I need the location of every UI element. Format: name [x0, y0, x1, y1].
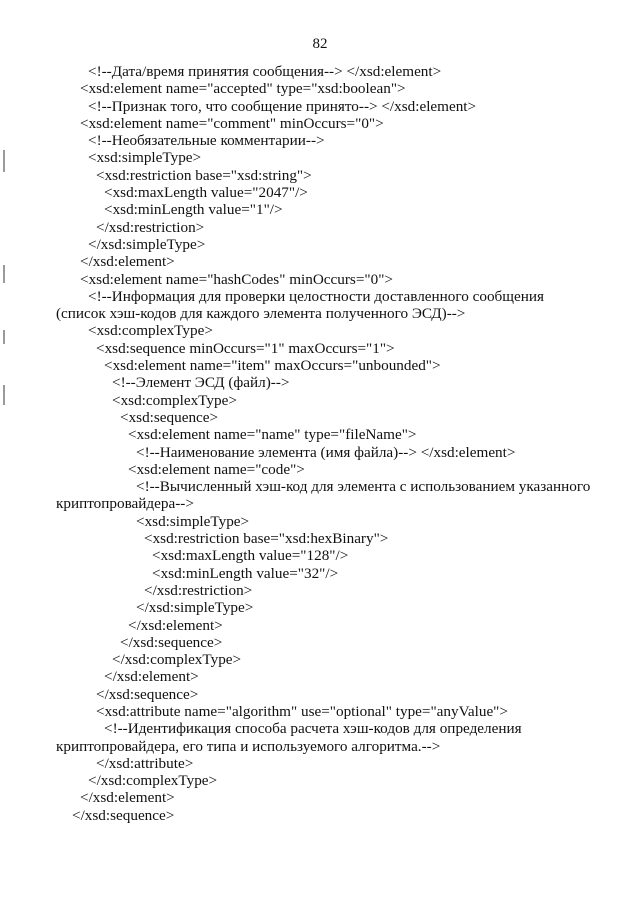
code-line: <xsd:restriction base="xsd:hexBinary"> [144, 530, 389, 548]
code-line: </xsd:element> [104, 668, 199, 686]
code-line: <!--Наименование элемента (имя файла)--> </xsd:element> [136, 443, 516, 461]
code-line: </xsd:restriction> [96, 218, 205, 236]
code-line: <xsd:sequence minOccurs="1" maxOccurs="1"> [96, 339, 395, 357]
code-line: <xsd:restriction base="xsd:string"> [96, 166, 312, 184]
code-line: <xsd:simpleType> [88, 149, 202, 167]
xsd-code-listing [0, 63, 640, 824]
code-line: <!--Дата/время принятия сообщения--> </xsd:element> [88, 63, 442, 80]
code-line: </xsd:restriction> [144, 581, 253, 599]
code-line: </xsd:simpleType> [136, 599, 254, 617]
code-line: <!--Вычисленный хэш-код для элемента с использованием указанного [136, 478, 591, 496]
code-line: </xsd:sequence> [120, 633, 223, 651]
code-line: <xsd:maxLength value="2047"/> [104, 184, 308, 202]
code-line: (список хэш-кодов для каждого элемента полученного ЭСД)--> [56, 305, 466, 323]
code-line: <xsd:simpleType> [136, 512, 250, 530]
scan-edge-mark [3, 385, 5, 405]
code-line: </xsd:sequence> [96, 685, 199, 703]
code-line: </xsd:sequence> [72, 806, 175, 824]
code-line: <xsd:minLength value="1"/> [104, 201, 283, 219]
code-line: </xsd:element> [128, 616, 223, 634]
code-line: <!--Идентификация способа расчета хэш-кодов для определения [104, 720, 522, 738]
code-line: </xsd:element> [80, 789, 175, 807]
scan-edge-mark [3, 330, 5, 344]
code-line: </xsd:attribute> [96, 754, 194, 772]
scan-edge-mark [3, 265, 5, 283]
code-line: <xsd:element name="comment" minOccurs="0"> [80, 114, 384, 132]
code-line: </xsd:complexType> [112, 651, 242, 669]
code-line: <xsd:element name="hashCodes" minOccurs="0"> [80, 270, 393, 288]
code-line: </xsd:simpleType> [88, 235, 206, 253]
code-line: <!--Необязательные комментарии--> [88, 132, 325, 150]
code-line: <xsd:maxLength value="128"/> [152, 547, 349, 565]
code-line: <xsd:element name="accepted" type="xsd:boolean"> [80, 80, 406, 98]
page-number: 82 [312, 36, 328, 52]
code-line: криптопровайдера--> [56, 495, 194, 513]
code-line: </xsd:element> [80, 253, 175, 271]
code-line: <xsd:element name="name" type="fileName"> [128, 426, 417, 444]
scan-edge-mark [3, 150, 5, 172]
code-line: <xsd:element name="item" maxOccurs="unbounded"> [104, 357, 441, 375]
code-line: <xsd:minLength value="32"/> [152, 564, 339, 582]
code-line: <xsd:complexType> [88, 322, 213, 340]
code-line: <!--Элемент ЭСД (файл)--> [112, 374, 290, 392]
code-line: <!--Информация для проверки целостности доставленного сообщения [88, 287, 544, 305]
code-line: <xsd:complexType> [112, 391, 237, 409]
code-line: <xsd:element name="code"> [128, 460, 305, 478]
code-line: <!--Признак того, что сообщение принято--> </xsd:element> [88, 97, 477, 115]
code-line: </xsd:complexType> [88, 772, 218, 790]
code-line: <xsd:attribute name="algorithm" use="optional" type="anyValue"> [96, 702, 508, 720]
code-line: <xsd:sequence> [120, 408, 219, 426]
code-line: криптопровайдера, его типа и используемого алгоритма.--> [56, 737, 441, 755]
